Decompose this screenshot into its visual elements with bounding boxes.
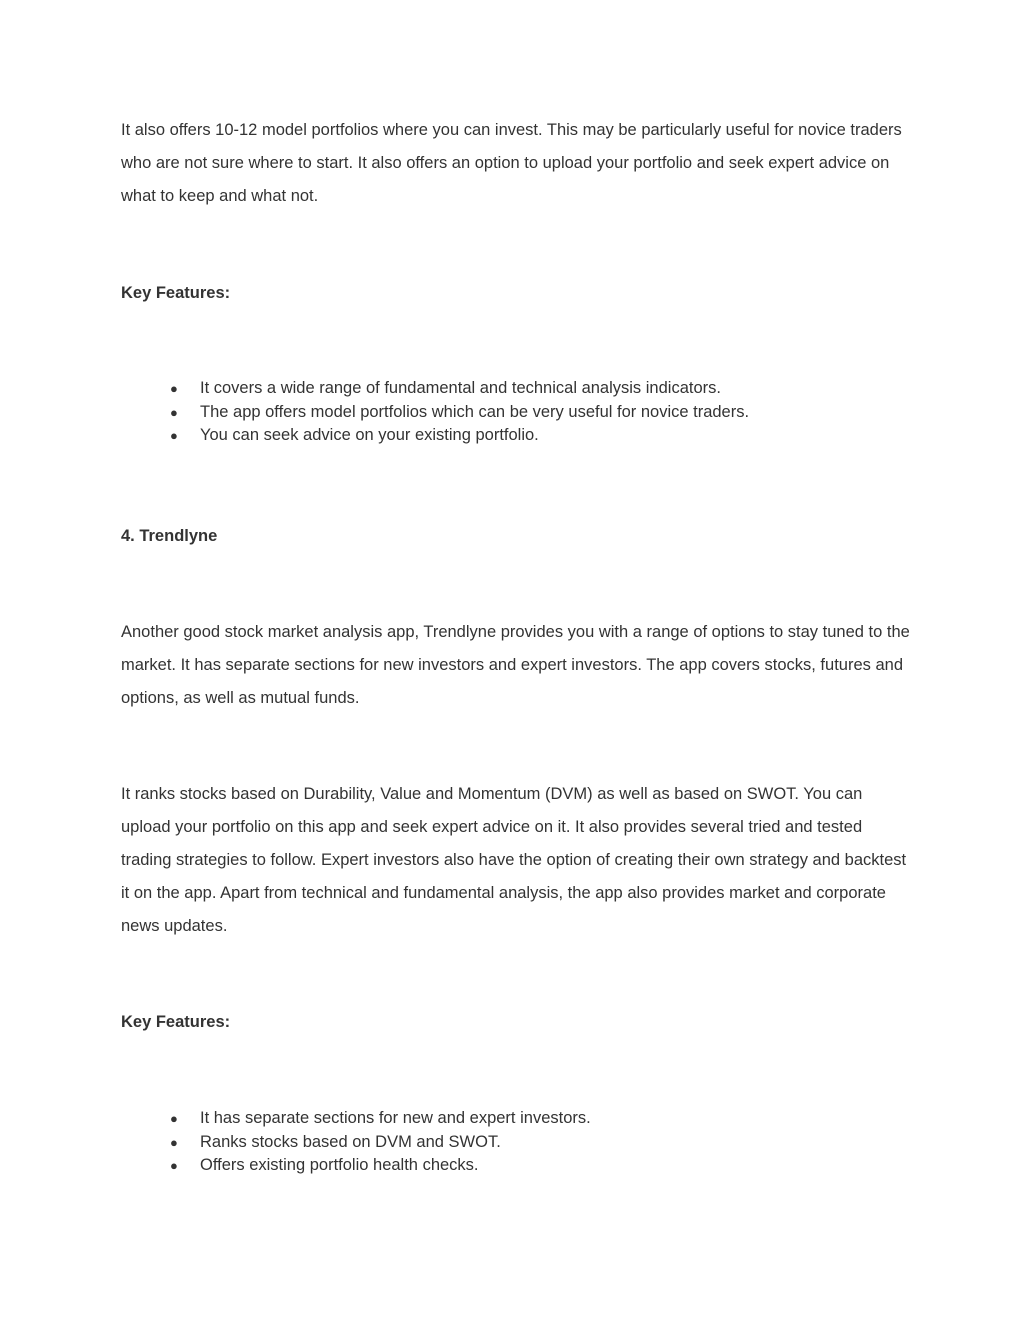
key-features-list-2 (121, 1107, 911, 1178)
heading-trendlyne: 4. Trendlyne (121, 527, 218, 545)
list-item-text: Ranks stocks based on DVM and SWOT. (200, 1132, 501, 1151)
list-item (121, 424, 911, 448)
paragraph-trendlyne-intro: Another good stock market analysis app, Trendlyne provides you with a range of options to stay tuned to the market. It has separate sections for new investors and expert investors. The app covers stocks, futures and options, as well as mutual funds. (121, 623, 910, 707)
list-item-text: Offers existing portfolio health checks. (200, 1156, 479, 1174)
heading-key-features-1: Key Features: (121, 284, 231, 302)
list-item (121, 1131, 911, 1155)
heading-key-features-2: Key Features: (121, 1013, 231, 1031)
list-item (121, 1154, 911, 1178)
list-item-text: It covers a wide range of fundamental and technical analysis indicators. (200, 379, 721, 397)
list-item-text: The app offers model portfolios which can be very useful for novice traders. (200, 402, 750, 421)
bullet-icon: ● (170, 381, 178, 396)
bullet-icon: ● (170, 1158, 178, 1173)
bullet-icon: ● (170, 428, 178, 443)
bullet-icon: ● (170, 1134, 178, 1150)
bullet-icon: ● (170, 404, 178, 420)
paragraph-trendlyne-ranking: It ranks stocks based on Durability, Value and Momentum (DVM) as well as based on SWOT. You can upload your portfolio on this app and seek expert advice on it. It also provides several tried and tested trading strategies to follow. Expert investors also have the option of creating their own strategy and backtest it on the app. Apart from technical and fundamental analysis, the app also provides market and corporate news updates. (121, 785, 907, 935)
bullet-icon: ● (170, 1111, 178, 1126)
key-features-list-1 (121, 377, 911, 448)
paragraph-model-portfolios: It also offers 10-12 model portfolios where you can invest. This may be particularly useful for novice traders who are not sure where to start. It also offers an option to upload your portfolio and seek expert advice on what to keep and what not. (121, 121, 902, 205)
list-item-text: It has separate sections for new and expert investors. (200, 1109, 591, 1127)
list-item (121, 377, 911, 401)
list-item-text: You can seek advice on your existing portfolio. (200, 426, 539, 444)
list-item (121, 401, 911, 425)
list-item (121, 1107, 911, 1131)
